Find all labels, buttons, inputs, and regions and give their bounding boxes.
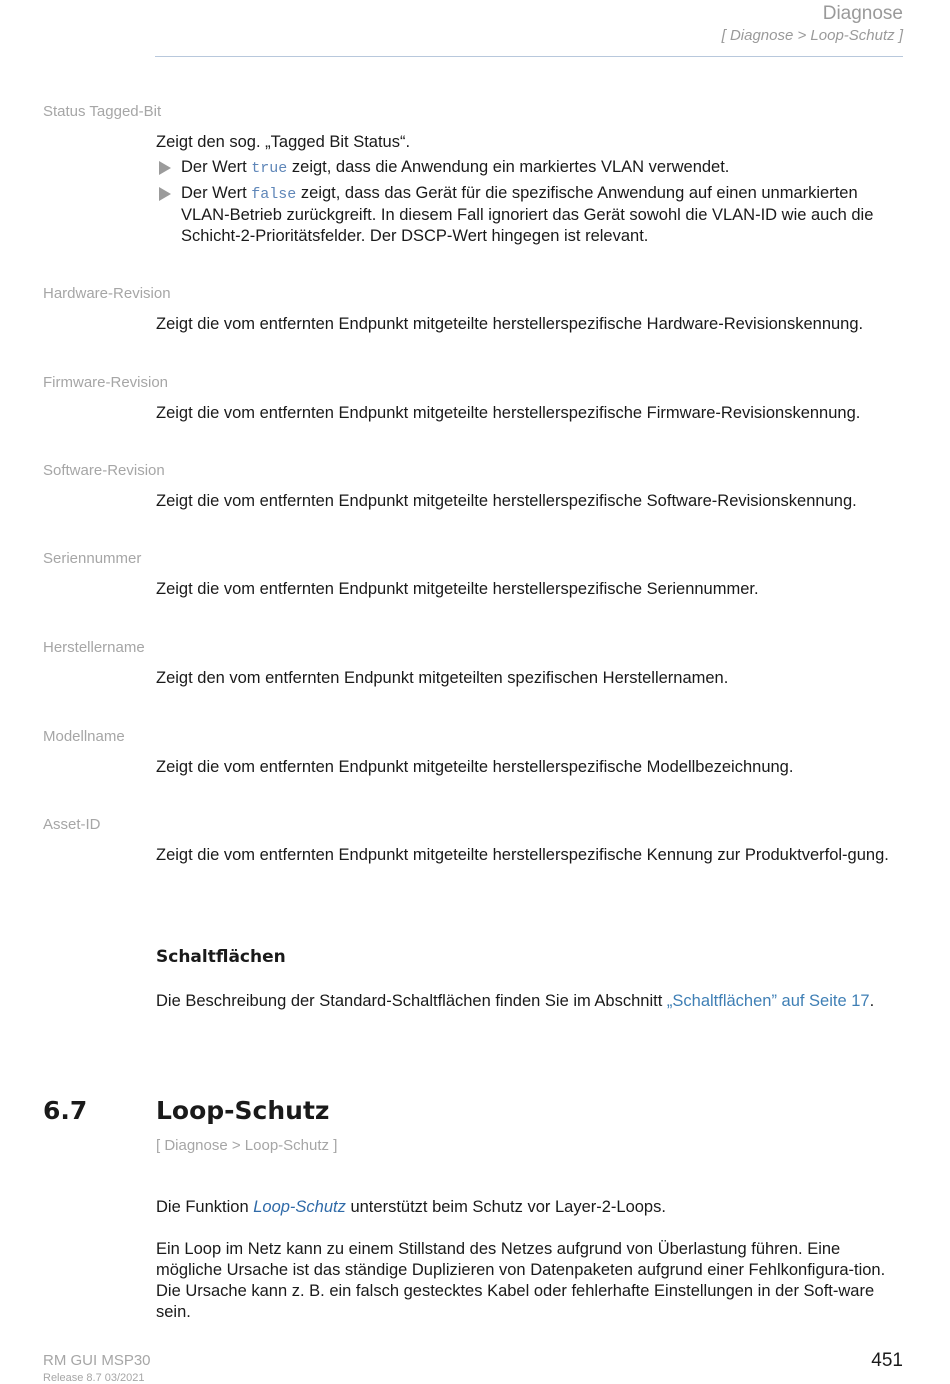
term-modellname: Modellname — [43, 728, 125, 745]
bullet-false: Der Wert false zeigt, dass das Gerät für die spezifische Anwendung auf einen unmarkierten VLAN-Betrieb zurückgreift. In diesem Fall ignoriert das Gerät sowohl die VLAN-ID wie auch die Schicht-2-Prioritätsfelder. Der DSCP-Wert hingegen ist relevant. — [156, 183, 908, 247]
bullet-triangle-icon — [159, 187, 171, 201]
desc-herstellername: Zeigt den vom entfernten Endpunkt mitgeteilten spezifischen Herstellernamen. — [156, 669, 729, 687]
term-asset-id: Asset-ID — [43, 816, 101, 833]
desc-hardware-revision: Zeigt die vom entfernten Endpunkt mitgeteilte herstellerspezifische Hardware-Revisionskennung. — [156, 315, 864, 333]
header-divider — [155, 56, 903, 57]
section-breadcrumb: [ Diagnose > Loop-Schutz ] — [156, 1137, 338, 1154]
desc-status-tagged-intro: Zeigt den sog. „Tagged Bit Status“. — [156, 133, 411, 151]
running-header-title: Diagnose — [822, 3, 903, 24]
term-software-revision: Software-Revision — [43, 462, 165, 479]
link-schaltflaechen-seite-17[interactable]: „Schaltflächen” auf Seite 17 — [666, 992, 870, 1010]
term-seriennummer: Seriennummer — [43, 550, 142, 567]
desc-firmware-revision: Zeigt die vom entfernten Endpunkt mitgeteilte herstellerspezifische Firmware-Revisionskennung. — [156, 404, 861, 422]
code-true: true — [251, 160, 288, 177]
desc-status-tagged-bit — [156, 132, 908, 247]
term-hardware-revision: Hardware-Revision — [43, 285, 171, 302]
link-loop-schutz[interactable]: Loop-Schutz — [253, 1198, 346, 1216]
footer-document-title: RM GUI MSP30 — [43, 1352, 151, 1369]
section-number: 6.7 — [43, 1096, 88, 1125]
code-false: false — [251, 186, 297, 203]
running-header-breadcrumb: [ Diagnose > Loop-Schutz ] — [721, 27, 903, 44]
bullet-true: Der Wert true zeigt, dass die Anwendung ein markiertes VLAN verwendet. — [156, 157, 908, 179]
heading-schaltflaechen: Schaltflächen — [156, 947, 286, 967]
footer-release: Release 8.7 03/2021 — [43, 1372, 145, 1384]
desc-schaltflaechen: Die Beschreibung der Standard-Schaltflächen finden Sie im Abschnitt „Schaltflächen” auf Seite 17. — [156, 992, 875, 1010]
desc-seriennummer: Zeigt die vom entfernten Endpunkt mitgeteilte herstellerspezifische Seriennummer. — [156, 580, 759, 598]
section-paragraph-1: Die Funktion Loop-Schutz unterstützt beim Schutz vor Layer-2-Loops. — [156, 1198, 666, 1216]
term-firmware-revision: Firmware-Revision — [43, 374, 169, 391]
bullet-triangle-icon — [159, 161, 171, 175]
desc-software-revision: Zeigt die vom entfernten Endpunkt mitgeteilte herstellerspezifische Software-Revisionskennung. — [156, 492, 857, 510]
term-herstellername: Herstellername — [43, 639, 145, 656]
page-number: 451 — [871, 1350, 903, 1371]
term-status-tagged-bit: Status Tagged-Bit — [43, 103, 162, 120]
desc-modellname: Zeigt die vom entfernten Endpunkt mitgeteilte herstellerspezifische Modellbezeichnung. — [156, 758, 794, 776]
section-title: Loop-Schutz — [156, 1096, 330, 1125]
section-paragraph-2: Ein Loop im Netz kann zu einem Stillstand des Netzes aufgrund von Überlastung führen. Eine mögliche Ursache ist das ständige Duplizieren von Datenpaketen aufgrund einer Fehlkonfigura-tion. Die Ursache kann z. B. ein falsch gestecktes Kabel oder fehlerhafte Einstellungen in der Soft-ware sein. — [156, 1240, 886, 1321]
desc-asset-id: Zeigt die vom entfernten Endpunkt mitgeteilte herstellerspezifische Kennung zur Produktverfol-gung. — [156, 846, 889, 864]
